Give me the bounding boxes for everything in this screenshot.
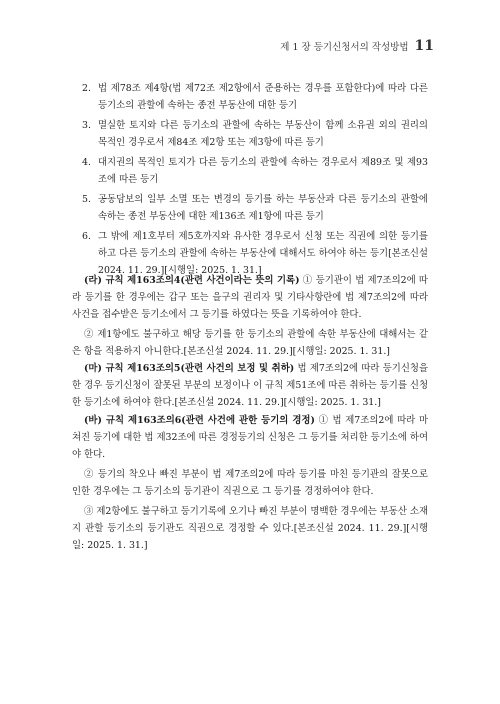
chapter-title: 제 1 장 등기신청서의 작성방법	[280, 42, 409, 53]
paragraph-text: ③ 제2항에도 불구하고 등기기록에 오기나 빠진 부분이 명백한 경우에는 부동산 소재지 관할 등기소의 등기관도 직권으로 경정할 수 있다.[본조신설 2024. 11. 29.][시행일: 2025. 1. 31.]	[72, 506, 428, 551]
list-item-text: 그 밖에 제1호부터 제5호까지와 유사한 경우로서 신청 또는 직권에 의한 등기를 하고 다른 등기소의 관할에 속하는 부동산에 대해서도 하여야 하는 등기[본조신설 2024. 11. 29.][시행일: 2025. 1. 31.]	[98, 231, 428, 276]
paragraph	[72, 466, 428, 500]
section-heading: (바) 규칙 제163조의6(관련 사건에 관한 등기의 경정)	[84, 415, 315, 426]
paragraph	[72, 272, 428, 323]
list-item-text: 공동담보의 일부 소멸 또는 변경의 등기를 하는 부동산과 다른 등기소의 관할에 속하는 종전 부동산에 대한 제136조 제1항에 따른 등기	[98, 194, 428, 222]
list-item	[82, 154, 428, 188]
paragraph	[72, 503, 428, 554]
section-ma	[72, 360, 428, 411]
list-item-number: 6.	[82, 231, 91, 242]
paragraph-text: ② 등기의 착오나 빠진 부분이 법 제7조의2에 따라 등기를 마친 등기관의 잘못으로 인한 경우에는 그 등기소의 등기관이 직권으로 그 등기를 경정하여야 한다.	[72, 469, 428, 497]
section-ba	[72, 412, 428, 554]
list-item-number: 4.	[82, 157, 91, 168]
numbered-list	[82, 80, 428, 279]
paragraph-text: ① 등기관이 법 제7조의2에 따라 등기를 한 경우에는 갑구 또는 을구의 권리자 및 기타사항란에 법 제7조의2에 따라 사건을 접수받은 등기소에서 그 등기를 하였다는 뜻을 기록하여야 한다.	[72, 275, 428, 320]
paragraph	[72, 412, 428, 463]
paragraph-text: ① 법 제7조의2에 따라 마쳐진 등기에 대한 법 제32조에 따른 경정등기의 신청은 그 등기를 처리한 등기소에 하여야 한다.	[72, 415, 429, 460]
section-heading: (마) 규칙 제163조의5(관련 사건의 보정 및 취하)	[84, 363, 295, 374]
paragraph	[72, 360, 428, 411]
list-item	[82, 117, 428, 151]
list-item-text: 대지권의 목적인 토지가 다른 등기소의 관할에 속하는 경우로서 제89조 및 제93조에 따른 등기	[98, 157, 428, 185]
running-header	[280, 38, 434, 54]
section-heading: (라) 규칙 제163조의4(관련 사건이라는 뜻의 기록)	[84, 275, 300, 286]
paragraph-text: ② 제1항에도 불구하고 해당 등기를 한 등기소의 관할에 속한 부동산에 대해서는 같은 항을 적용하지 아니한다.[본조신설 2024. 11. 29.][시행일: 2025. 1. 31.]	[72, 329, 428, 357]
page-number: 11	[414, 38, 434, 54]
list-item-text: 법 제78조 제4항(법 제72조 제2항에서 준용하는 경우를 포함한다)에 따라 다른 등기소의 관할에 속하는 종전 부동산에 대한 등기	[98, 83, 428, 111]
list-item	[82, 80, 428, 114]
list-item-text: 멸실한 토지와 다른 등기소의 관할에 속하는 부동산이 함께 소유권 외의 권리의 목적인 경우로서 제84조 제2항 또는 제3항에 따른 등기	[98, 120, 428, 148]
section-ra	[72, 272, 428, 360]
list-item-number: 5.	[82, 194, 91, 205]
list-item-number: 3.	[82, 120, 91, 131]
paragraph	[72, 326, 428, 360]
list-item	[82, 191, 428, 225]
list-item-number: 2.	[82, 83, 91, 94]
paragraph-text: 법 제7조의2에 따라 등기신청을 한 경우 등기신청이 잘못된 부분의 보정이나 이 규칙 제51조에 따른 취하는 등기를 신청한 등기소에 하여야 한다.[본조신설 2024. 11. 29.][시행일: 2025. 1. 31.]	[72, 363, 429, 408]
